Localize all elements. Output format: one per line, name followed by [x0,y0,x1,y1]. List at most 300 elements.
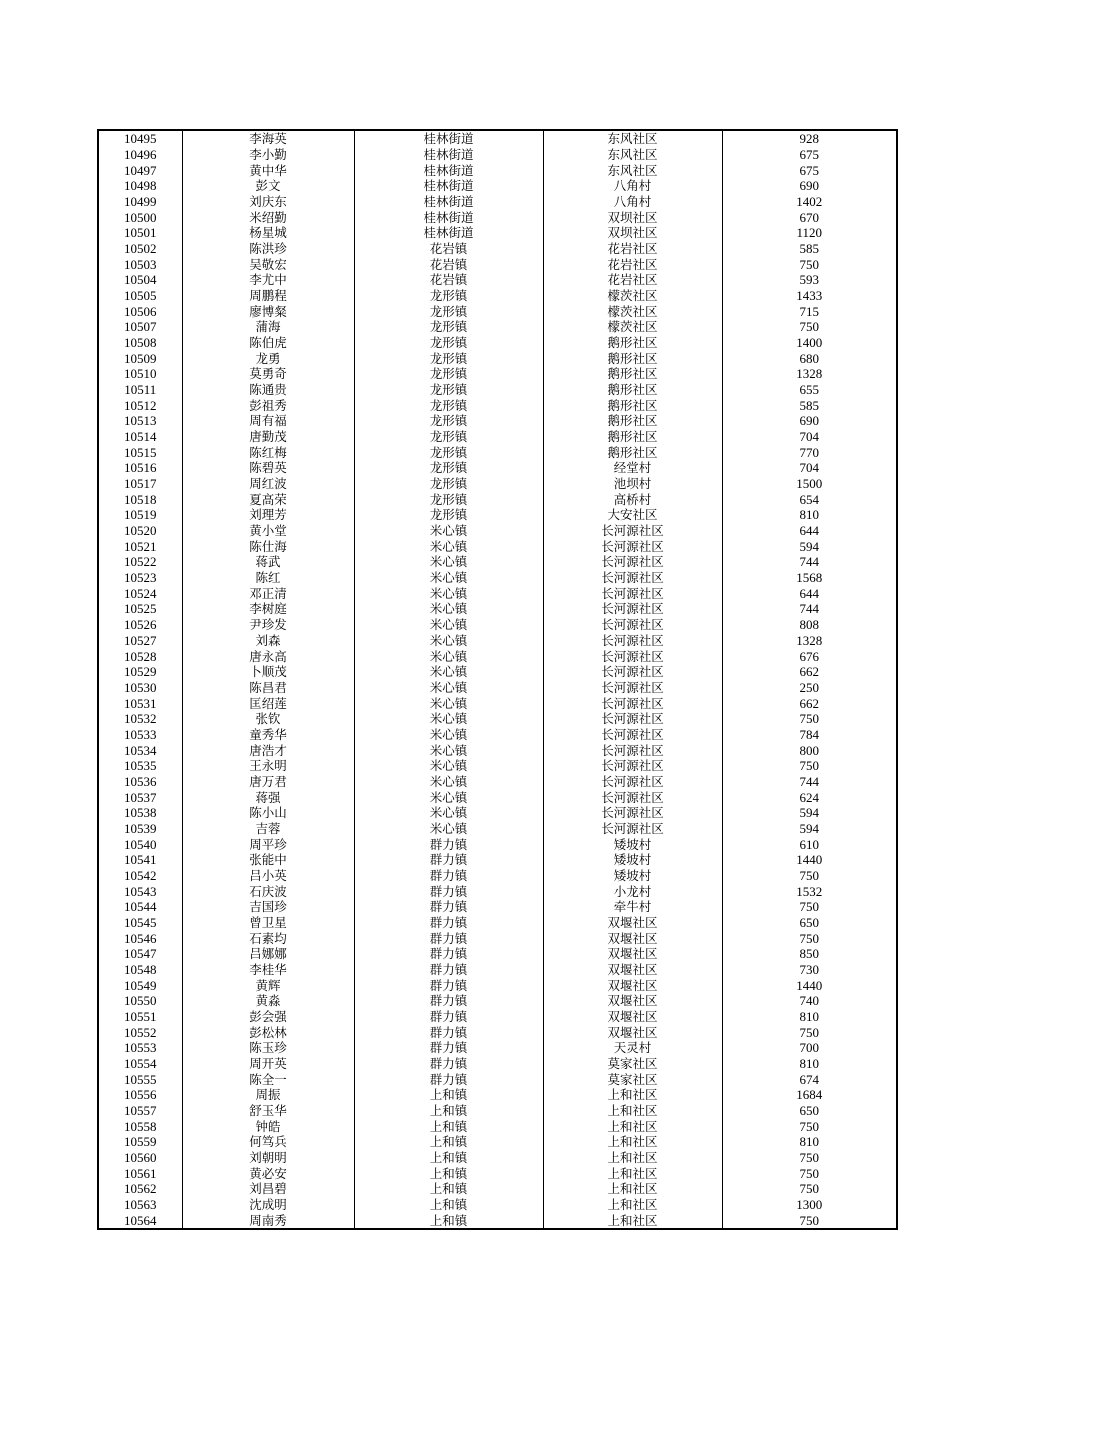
community-cell: 长河源社区 [543,538,722,554]
person-name-cell: 李桂华 [182,962,354,978]
town-cell: 群力镇 [354,836,543,852]
person-name-cell: 周有福 [182,413,354,429]
person-name-cell: 童秀华 [182,727,354,743]
table-row [98,413,897,429]
table-row [98,256,897,272]
row-id-cell: 10529 [98,664,182,680]
amount-cell: 644 [722,523,897,539]
community-cell: 双堰社区 [543,962,722,978]
person-name-cell: 沈成明 [182,1197,354,1213]
row-id-cell: 10513 [98,413,182,429]
table-row [98,758,897,774]
community-cell: 莫家社区 [543,1071,722,1087]
person-name-cell: 龙勇 [182,350,354,366]
person-name-cell: 何笃兵 [182,1134,354,1150]
town-cell: 桂林街道 [354,130,543,147]
table-row [98,805,897,821]
table-row [98,1181,897,1197]
row-id-cell: 10535 [98,758,182,774]
row-id-cell: 10549 [98,977,182,993]
community-cell: 长河源社区 [543,789,722,805]
community-cell: 高桥村 [543,491,722,507]
community-cell: 莫家社区 [543,1056,722,1072]
table-row [98,130,897,147]
table-row [98,1040,897,1056]
row-id-cell: 10524 [98,585,182,601]
person-name-cell: 张能中 [182,852,354,868]
row-id-cell: 10520 [98,523,182,539]
table-row [98,695,897,711]
person-name-cell: 吉国珍 [182,899,354,915]
table-row [98,335,897,351]
town-cell: 群力镇 [354,977,543,993]
person-name-cell: 陈伯虎 [182,335,354,351]
town-cell: 米心镇 [354,711,543,727]
community-cell: 花岩社区 [543,256,722,272]
row-id-cell: 10558 [98,1118,182,1134]
amount-cell: 594 [722,538,897,554]
row-id-cell: 10498 [98,178,182,194]
community-cell: 天灵村 [543,1040,722,1056]
community-cell: 矮坡村 [543,852,722,868]
row-id-cell: 10559 [98,1134,182,1150]
town-cell: 群力镇 [354,915,543,931]
amount-cell: 810 [722,1009,897,1025]
person-name-cell: 黄辉 [182,977,354,993]
community-cell: 长河源社区 [543,601,722,617]
person-name-cell: 石庆波 [182,883,354,899]
person-name-cell: 吕小英 [182,868,354,884]
amount-cell: 750 [722,1024,897,1040]
community-cell: 长河源社区 [543,664,722,680]
table-row [98,1150,897,1166]
table-row [98,397,897,413]
row-id-cell: 10506 [98,303,182,319]
community-cell: 鹅形社区 [543,366,722,382]
table-body [98,130,897,1229]
table-row [98,209,897,225]
table-row [98,476,897,492]
amount-cell: 750 [722,1181,897,1197]
town-cell: 龙形镇 [354,288,543,304]
row-id-cell: 10556 [98,1087,182,1103]
table-row [98,554,897,570]
person-name-cell: 彭祖秀 [182,397,354,413]
person-name-cell: 张钦 [182,711,354,727]
amount-cell: 650 [722,1103,897,1119]
town-cell: 龙形镇 [354,476,543,492]
table-row [98,1165,897,1181]
community-cell: 长河源社区 [543,821,722,837]
row-id-cell: 10515 [98,444,182,460]
person-name-cell: 陈红 [182,570,354,586]
town-cell: 群力镇 [354,852,543,868]
community-cell: 双堰社区 [543,977,722,993]
person-name-cell: 王永明 [182,758,354,774]
amount-cell: 850 [722,946,897,962]
community-cell: 上和社区 [543,1118,722,1134]
community-cell: 花岩社区 [543,241,722,257]
person-name-cell: 周红波 [182,476,354,492]
table-row [98,382,897,398]
table-row [98,162,897,178]
town-cell: 龙形镇 [354,397,543,413]
person-name-cell: 刘昌碧 [182,1181,354,1197]
community-cell: 东风社区 [543,130,722,147]
table-row [98,523,897,539]
row-id-cell: 10537 [98,789,182,805]
town-cell: 群力镇 [354,930,543,946]
community-cell: 上和社区 [543,1134,722,1150]
table-row [98,977,897,993]
town-cell: 群力镇 [354,993,543,1009]
row-id-cell: 10500 [98,209,182,225]
town-cell: 上和镇 [354,1118,543,1134]
town-cell: 米心镇 [354,601,543,617]
table-row [98,711,897,727]
town-cell: 桂林街道 [354,178,543,194]
community-cell: 上和社区 [543,1197,722,1213]
table-row [98,601,897,617]
amount-cell: 610 [722,836,897,852]
person-name-cell: 黄淼 [182,993,354,1009]
community-cell: 池坝村 [543,476,722,492]
amount-cell: 744 [722,774,897,790]
community-cell: 东风社区 [543,147,722,163]
town-cell: 龙形镇 [354,460,543,476]
table-row [98,868,897,884]
table-row [98,1071,897,1087]
amount-cell: 662 [722,695,897,711]
row-id-cell: 10502 [98,241,182,257]
table-row [98,429,897,445]
person-name-cell: 吕娜娜 [182,946,354,962]
amount-cell: 1402 [722,194,897,210]
amount-cell: 928 [722,130,897,147]
table-row [98,742,897,758]
amount-cell: 675 [722,162,897,178]
table-row [98,852,897,868]
amount-cell: 674 [722,1071,897,1087]
amount-cell: 585 [722,241,897,257]
town-cell: 上和镇 [354,1212,543,1229]
town-cell: 米心镇 [354,695,543,711]
community-cell: 长河源社区 [543,633,722,649]
amount-cell: 1532 [722,883,897,899]
town-cell: 米心镇 [354,758,543,774]
town-cell: 米心镇 [354,617,543,633]
row-id-cell: 10517 [98,476,182,492]
person-name-cell: 周振 [182,1087,354,1103]
person-name-cell: 李海英 [182,130,354,147]
town-cell: 上和镇 [354,1150,543,1166]
table-row [98,585,897,601]
community-cell: 长河源社区 [543,695,722,711]
amount-cell: 644 [722,585,897,601]
town-cell: 米心镇 [354,821,543,837]
amount-cell: 810 [722,1056,897,1072]
row-id-cell: 10544 [98,899,182,915]
amount-cell: 1440 [722,852,897,868]
table-row [98,915,897,931]
person-name-cell: 莫勇奇 [182,366,354,382]
community-cell: 檬茨社区 [543,319,722,335]
community-cell: 双堰社区 [543,930,722,946]
row-id-cell: 10550 [98,993,182,1009]
town-cell: 米心镇 [354,648,543,664]
person-name-cell: 吉蓉 [182,821,354,837]
person-name-cell: 米绍勤 [182,209,354,225]
amount-cell: 1120 [722,225,897,241]
community-cell: 双坝社区 [543,209,722,225]
table-row [98,617,897,633]
row-id-cell: 10527 [98,633,182,649]
town-cell: 米心镇 [354,538,543,554]
table-row [98,444,897,460]
community-cell: 长河源社区 [543,805,722,821]
table-row [98,1056,897,1072]
amount-cell: 800 [722,742,897,758]
person-name-cell: 黄必安 [182,1165,354,1181]
community-cell: 上和社区 [543,1087,722,1103]
community-cell: 长河源社区 [543,742,722,758]
person-name-cell: 蒋强 [182,789,354,805]
table-row [98,303,897,319]
community-cell: 长河源社区 [543,570,722,586]
amount-cell: 1500 [722,476,897,492]
community-cell: 鹅形社区 [543,429,722,445]
person-name-cell: 吴敬宏 [182,256,354,272]
table-row [98,1009,897,1025]
community-cell: 鹅形社区 [543,350,722,366]
person-name-cell: 刘朝明 [182,1150,354,1166]
town-cell: 龙形镇 [354,319,543,335]
community-cell: 花岩社区 [543,272,722,288]
table-row [98,774,897,790]
person-name-cell: 陈全一 [182,1071,354,1087]
amount-cell: 675 [722,147,897,163]
row-id-cell: 10504 [98,272,182,288]
amount-cell: 594 [722,821,897,837]
row-id-cell: 10561 [98,1165,182,1181]
amount-cell: 770 [722,444,897,460]
amount-cell: 690 [722,413,897,429]
person-name-cell: 陈通贵 [182,382,354,398]
town-cell: 龙形镇 [354,303,543,319]
community-cell: 长河源社区 [543,585,722,601]
table-row [98,883,897,899]
town-cell: 米心镇 [354,554,543,570]
amount-cell: 750 [722,1150,897,1166]
town-cell: 米心镇 [354,585,543,601]
person-name-cell: 李树庭 [182,601,354,617]
community-cell: 长河源社区 [543,554,722,570]
table-row [98,946,897,962]
table-row [98,962,897,978]
table-row [98,194,897,210]
person-name-cell: 黄小堂 [182,523,354,539]
row-id-cell: 10514 [98,429,182,445]
town-cell: 群力镇 [354,883,543,899]
community-cell: 双坝社区 [543,225,722,241]
person-name-cell: 唐万君 [182,774,354,790]
table-row [98,1024,897,1040]
row-id-cell: 10546 [98,930,182,946]
town-cell: 花岩镇 [354,241,543,257]
table-row [98,570,897,586]
person-name-cell: 陈玉珍 [182,1040,354,1056]
community-cell: 鹅形社区 [543,397,722,413]
community-cell: 双堰社区 [543,1024,722,1040]
amount-cell: 750 [722,758,897,774]
town-cell: 桂林街道 [354,209,543,225]
person-name-cell: 彭文 [182,178,354,194]
town-cell: 米心镇 [354,680,543,696]
amount-cell: 744 [722,554,897,570]
amount-cell: 1328 [722,366,897,382]
town-cell: 花岩镇 [354,256,543,272]
row-id-cell: 10505 [98,288,182,304]
amount-cell: 1433 [722,288,897,304]
table-row [98,664,897,680]
table-row [98,319,897,335]
person-name-cell: 周开英 [182,1056,354,1072]
amount-cell: 593 [722,272,897,288]
person-name-cell: 陈昌君 [182,680,354,696]
amount-cell: 670 [722,209,897,225]
row-id-cell: 10542 [98,868,182,884]
community-cell: 大安社区 [543,507,722,523]
table-row [98,899,897,915]
amount-cell: 704 [722,460,897,476]
table-row [98,350,897,366]
amount-cell: 750 [722,1118,897,1134]
community-cell: 鹅形社区 [543,382,722,398]
person-name-cell: 廖博粲 [182,303,354,319]
table-row [98,1134,897,1150]
amount-cell: 624 [722,789,897,805]
amount-cell: 1568 [722,570,897,586]
person-name-cell: 曾卫星 [182,915,354,931]
community-cell: 双堰社区 [543,946,722,962]
row-id-cell: 10533 [98,727,182,743]
row-id-cell: 10552 [98,1024,182,1040]
community-cell: 檬茨社区 [543,303,722,319]
town-cell: 米心镇 [354,774,543,790]
town-cell: 桂林街道 [354,194,543,210]
row-id-cell: 10519 [98,507,182,523]
row-id-cell: 10545 [98,915,182,931]
town-cell: 龙形镇 [354,444,543,460]
amount-cell: 744 [722,601,897,617]
amount-cell: 750 [722,1212,897,1229]
amount-cell: 750 [722,930,897,946]
town-cell: 花岩镇 [354,272,543,288]
community-cell: 上和社区 [543,1150,722,1166]
person-name-cell: 李小勤 [182,147,354,163]
amount-cell: 676 [722,648,897,664]
row-id-cell: 10563 [98,1197,182,1213]
community-cell: 长河源社区 [543,774,722,790]
row-id-cell: 10536 [98,774,182,790]
row-id-cell: 10495 [98,130,182,147]
community-cell: 长河源社区 [543,758,722,774]
town-cell: 群力镇 [354,1024,543,1040]
person-name-cell: 蒋武 [182,554,354,570]
amount-cell: 1440 [722,977,897,993]
amount-cell: 784 [722,727,897,743]
row-id-cell: 10540 [98,836,182,852]
row-id-cell: 10525 [98,601,182,617]
table-row [98,648,897,664]
row-id-cell: 10543 [98,883,182,899]
table-row [98,633,897,649]
row-id-cell: 10532 [98,711,182,727]
community-cell: 双堰社区 [543,1009,722,1025]
community-cell: 矮坡村 [543,836,722,852]
table-row [98,147,897,163]
row-id-cell: 10512 [98,397,182,413]
amount-cell: 700 [722,1040,897,1056]
table-row [98,507,897,523]
table-row [98,836,897,852]
row-id-cell: 10521 [98,538,182,554]
table-row [98,1197,897,1213]
community-cell: 经堂村 [543,460,722,476]
person-name-cell: 蒲海 [182,319,354,335]
town-cell: 群力镇 [354,868,543,884]
community-cell: 鹅形社区 [543,444,722,460]
person-name-cell: 卜顺茂 [182,664,354,680]
town-cell: 上和镇 [354,1165,543,1181]
community-cell: 小龙村 [543,883,722,899]
community-cell: 长河源社区 [543,711,722,727]
person-name-cell: 彭会强 [182,1009,354,1025]
amount-cell: 730 [722,962,897,978]
row-id-cell: 10560 [98,1150,182,1166]
person-name-cell: 周平珍 [182,836,354,852]
row-id-cell: 10538 [98,805,182,821]
community-cell: 上和社区 [543,1103,722,1119]
town-cell: 上和镇 [354,1134,543,1150]
person-name-cell: 陈碧英 [182,460,354,476]
table-row [98,460,897,476]
person-name-cell: 邓正清 [182,585,354,601]
amount-cell: 750 [722,256,897,272]
table-row [98,1212,897,1229]
town-cell: 群力镇 [354,946,543,962]
amount-cell: 250 [722,680,897,696]
table-row [98,821,897,837]
town-cell: 群力镇 [354,1056,543,1072]
person-name-cell: 周南秀 [182,1212,354,1229]
row-id-cell: 10511 [98,382,182,398]
row-id-cell: 10508 [98,335,182,351]
town-cell: 群力镇 [354,1040,543,1056]
row-id-cell: 10562 [98,1181,182,1197]
amount-cell: 594 [722,805,897,821]
community-cell: 长河源社区 [543,617,722,633]
town-cell: 龙形镇 [354,491,543,507]
community-cell: 矮坡村 [543,868,722,884]
amount-cell: 715 [722,303,897,319]
table-row [98,272,897,288]
community-cell: 双堰社区 [543,915,722,931]
row-id-cell: 10526 [98,617,182,633]
town-cell: 龙形镇 [354,507,543,523]
town-cell: 龙形镇 [354,350,543,366]
community-cell: 鹅形社区 [543,413,722,429]
